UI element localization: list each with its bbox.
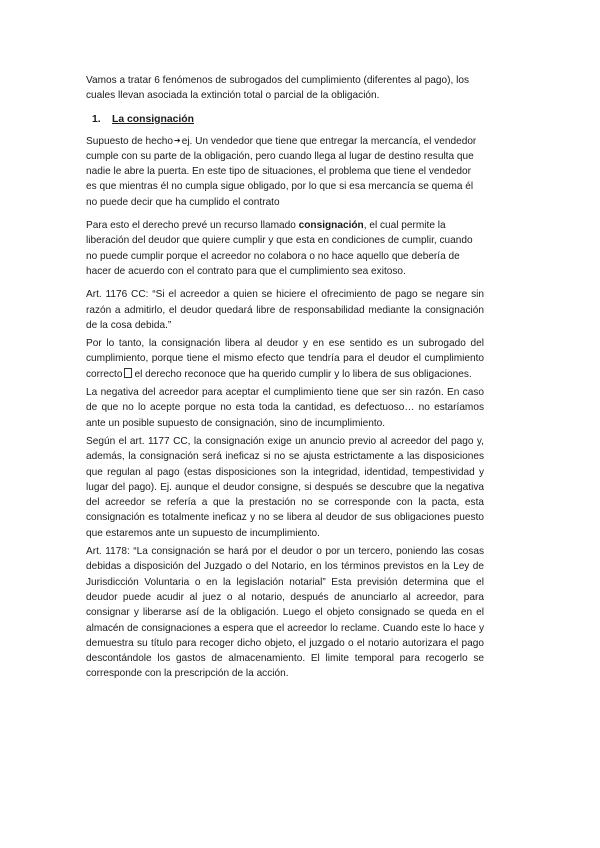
paragraph-negativa: La negativa del acreedor para aceptar el cumplimiento tiene que ser sin razón. En caso de que no lo acepte porque no esta toda la cantidad, es defectuoso… no estaríamos ante un posible supuesto de consignación, sino de incumplimiento.: [86, 387, 484, 429]
section-number: 1.: [92, 113, 101, 125]
paragraph-text: ej. Un vendedor que tiene que entregar la mercancía, el vendedor cumple con su parte de la obligación, pero cuando llega al lugar de destino resulta que nadie le abre la puerta. En este tipo de situaciones, el problema que tiene el vendedor es que mientras él no cumpla sigue obligado, por lo que si esa mercancía se quema él no puede decir que ha cumplido el contrato: [86, 135, 477, 208]
paragraph-recurso: [86, 218, 484, 279]
paragraph-art-1178: Art. 1178: “La consignación se hará por el deudor o por un tercero, poniendo las cosas debidas a disposición del Juzgado o del Notario, en los términos previstos en la Ley de Jurisdicción Voluntaria o en la legislación notarial” Esta previsión determina que el deudor puede acudir al juez o al notario, después de anunciarlo al acreedor, para consignar y liberarse así de la obligación. Luego el objeto consignado se queda en el almacén de consignaciones a espera que el acreedor lo reclame. Cuando este lo hace y demuestra su título para recoger dicho objeto, el juzgado o el notario autorizara el pago descontándole los gastos de almacenamiento. El limite temporal para recogerlo se corresponde con la prescripción de la acción.: [86, 546, 484, 680]
bold-term: consignación: [298, 220, 364, 232]
paragraph-text: , el cual permite la liberación del deudor que quiere cumplir y que esta en condiciones de cumplir, cuando no puede cumplir porque el acreedor no colabora o no hace aquello que debería de hacer de acuerdo con el contrato para que el cumplimiento sea exitoso.: [86, 220, 473, 277]
paragraph-text: Para esto el derecho prevé un recurso llamado: [86, 220, 299, 232]
paragraph-text: Supuesto de hecho: [86, 135, 173, 147]
paragraph-supuesto: [86, 133, 484, 210]
arrow-right-icon: ➔: [174, 135, 181, 145]
paragraph-art-1177: Según el art. 1177 CC, la consignación exige un anuncio previo al acreedor del pago y, además, la consignación será ineficaz si no se ajusta estrictamente a las disposiciones que regulan al pago (estas disposiciones son la integridad, identidad, tempestividad y lugar del pago). Ej. aunque el deudor consigne, si después se descubre que la negativa del acreedor se refería a que la prestación no se corresponde con la pacta, esta consignación es totalmente ineficaz y no se libera al deudor de sus obligaciones puesto que estaremos ante un supuesto de incumplimiento.: [86, 435, 484, 539]
intro-paragraph: Vamos a tratar 6 fenómenos de subrogados del cumplimiento (diferentes al pago), los cuales llevan asociada la extinción total o parcial de la obligación.: [86, 75, 470, 102]
section-heading: [92, 112, 484, 127]
document-body: [86, 73, 484, 682]
paragraph-art-1176: Art. 1176 CC: “Si el acreedor a quien se hiciere el ofrecimiento de pago se negare sin razón a admitirlo, el deudor quedará libre de responsabilidad mediante la consignación de la cosa debida.”: [86, 289, 484, 331]
missing-glyph-icon: [124, 368, 132, 378]
paragraph-text: el derecho reconoce que ha querido cumplir y lo libera de sus obligaciones.: [134, 368, 472, 380]
paragraph-por-lo-tanto: [86, 336, 484, 382]
section-title: La consignación: [112, 113, 194, 125]
paragraph-text: Por lo tanto, la consignación libera al deudor y en ese sentido es un subrogado del cumplimiento, porque tiene el mismo efecto que tendría para el deudor el cumplimiento correcto: [86, 338, 484, 380]
